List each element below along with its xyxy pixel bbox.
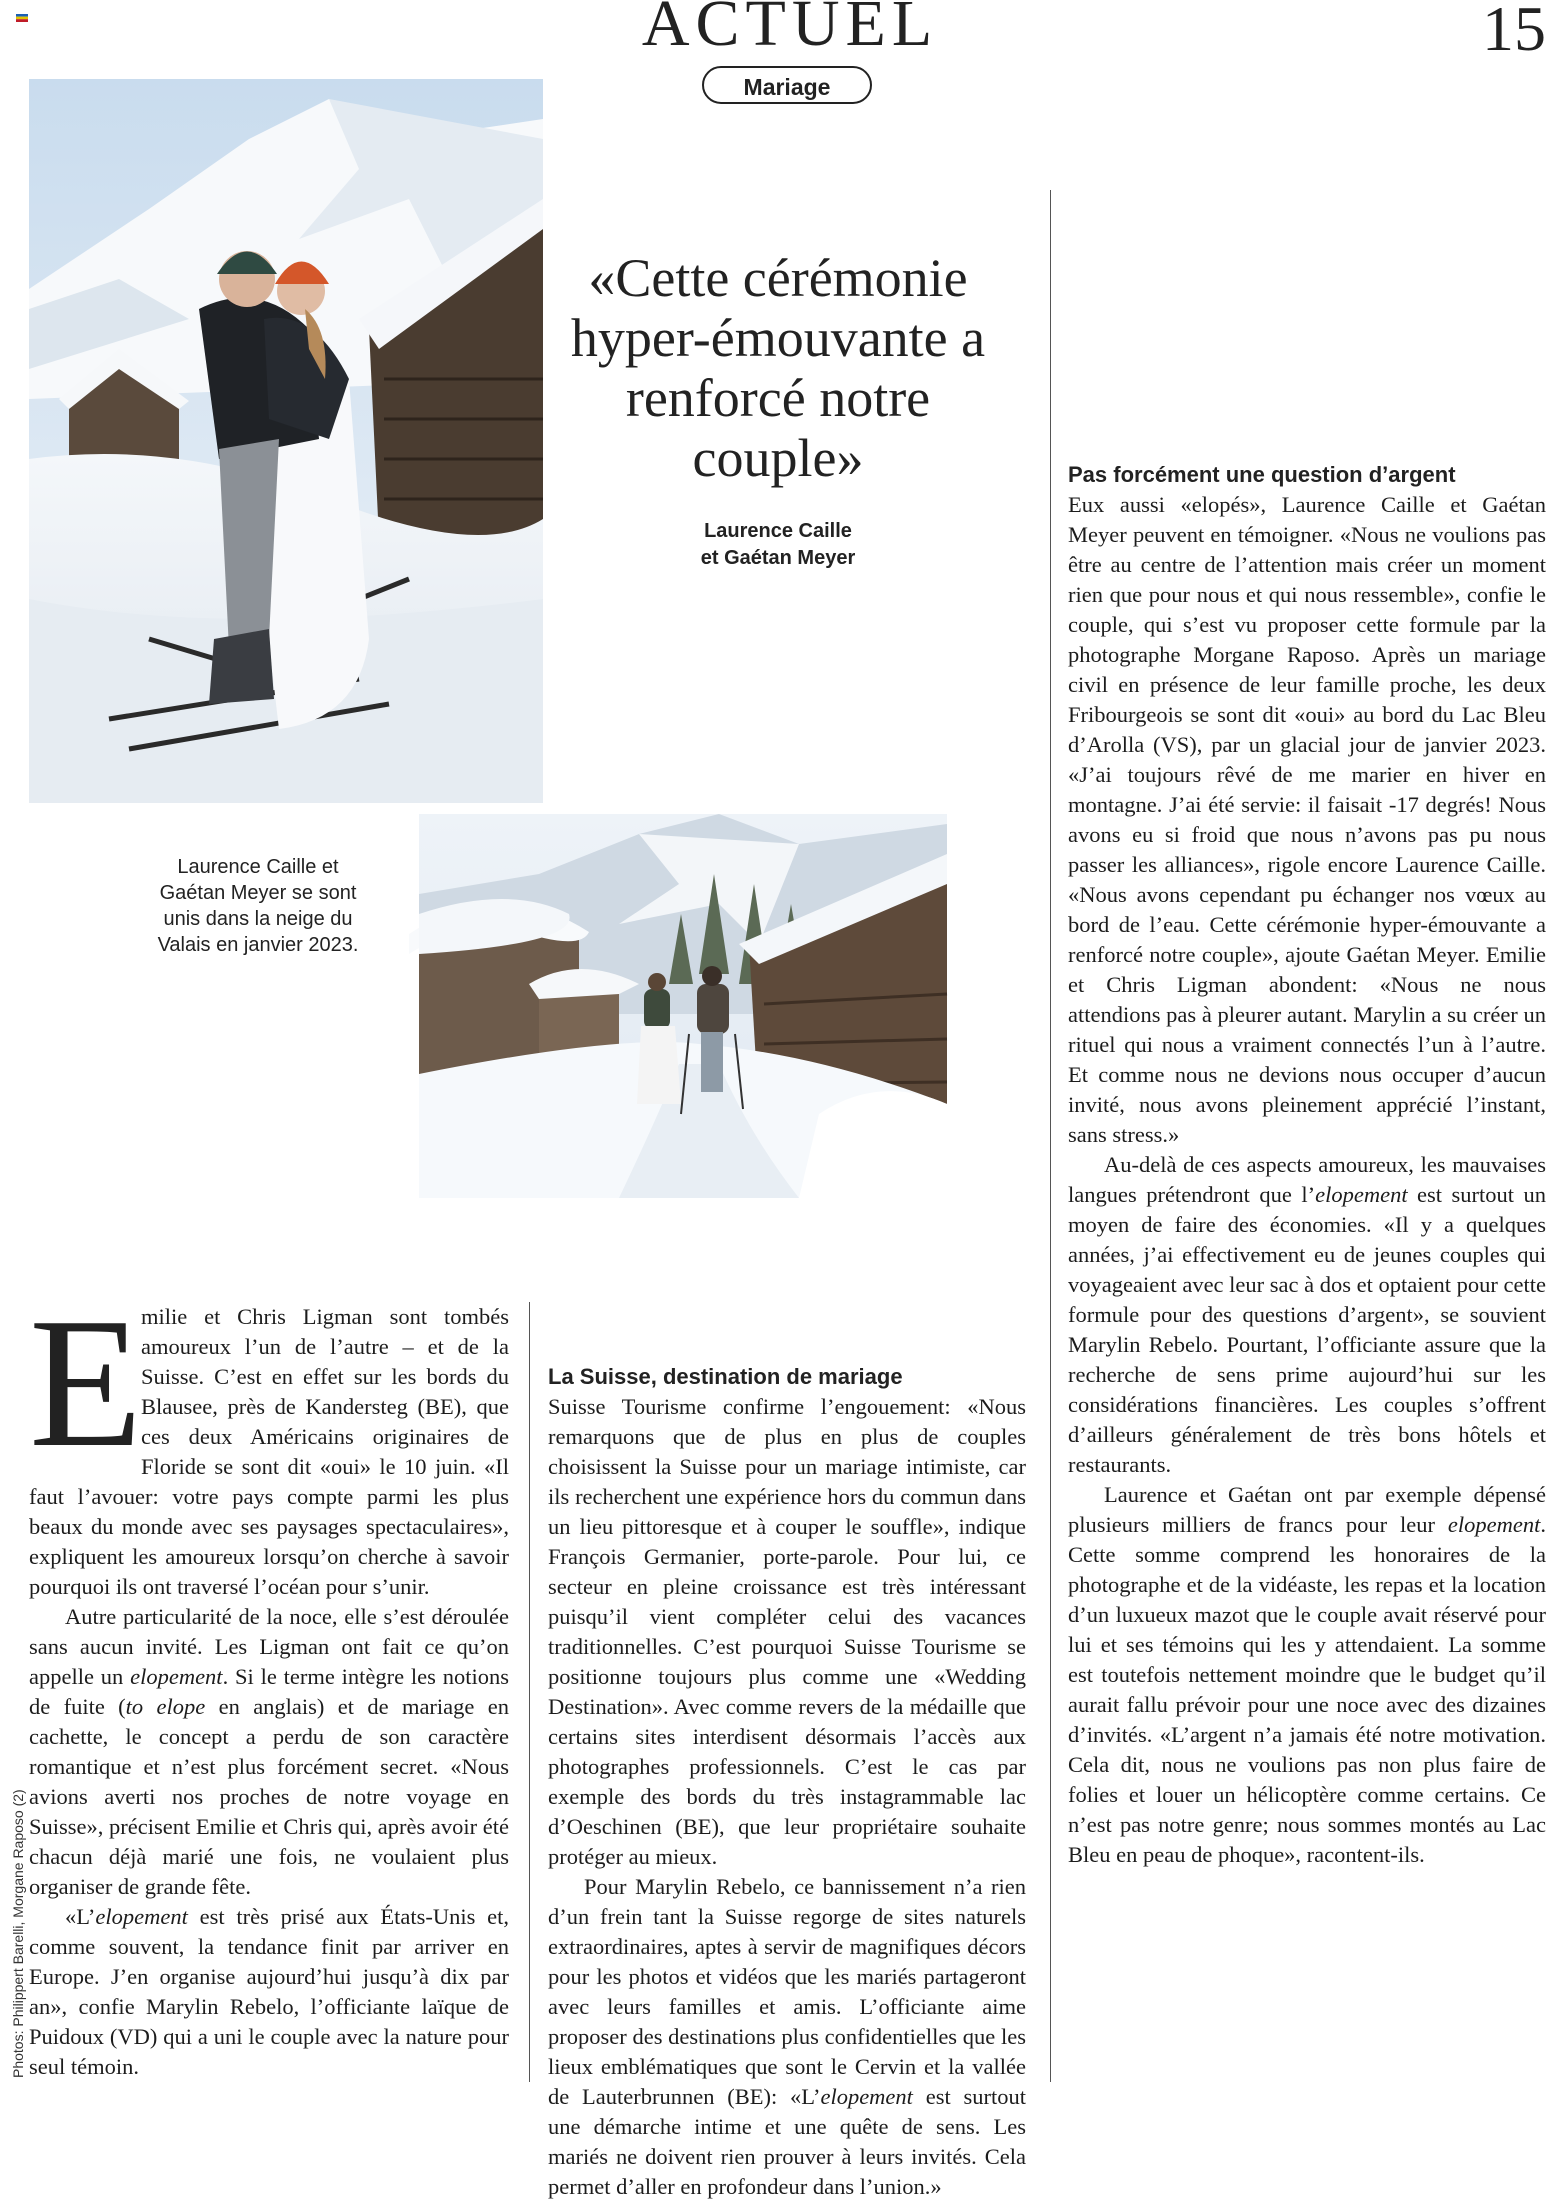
article-paragraph: Eux aussi «elopés», Laurence Caille et Gaétan Meyer peuvent en témoigner. «Nous ne voulions pas être au centre de l’attention mais créer un moment rien que pour nous et qui nous ressemble», confie le couple, qui s’est vu proposer cette formule par la photographe Morgane Raposo. Après un mariage civil en présence de leur famille proche, les deux Fribourgeois se sont dit «oui» au bord du Lac Bleu d’Arolla (VS), par un glacial jour de janvier 2023. «J’ai toujours rêvé de me marier en hiver en montagne. J’ai été servie: il faisait -17 degrés! Nous avons eu si froid que nous n’avons pas pu nous passer les alliances», rigole encore Laurence Caille. «Nous avons cependant pu échanger nos vœux au bord de l’eau. Cette cérémonie hyper-émouvante a renforcé notre couple», ajoute Gaétan Meyer. Emilie et Chris Ligman abondent: «Nous ne nous attendions pas à pleurer autant. Marylin a su créer un rituel qui nous a vraiment connectés l’un à l’autre. Et comme nous ne devions nous occuper d’aucun invité, nous avons pleinement apprécié l’instant, sans stress.»	[1068, 492, 1546, 1147]
article-column-2	[548, 1302, 1026, 2199]
subheading: La Suisse, destination de mariage	[548, 1364, 903, 1389]
rubric-badge: Mariage	[702, 66, 872, 104]
pull-quote-author-line-1: Laurence Caille	[704, 520, 852, 542]
subheading: Pas forcément une question d’argent	[1068, 462, 1456, 487]
article-paragraph: «L’elopement est très prisé aux États-Unis et, comme souvent, la tendance finit par arriver en Europe. J’en organise aujourd’hui jusqu’à dix par an», confie Marylin Rebelo, l’officiante laïque de Puidoux (VD) qui a uni le couple avec la nature pour seul témoin.	[29, 1904, 509, 2079]
snowshoe-walk-photo	[419, 814, 947, 1198]
article-paragraph: Laurence et Gaétan ont par exemple dépensé plusieurs milliers de francs pour leur elopement. Cette somme comprend les honoraires de la photographe et de la vidéaste, les repas et la location d’un luxueux mazot que le couple avait réservé pour lui et ses témoins qui les y attendaient. La somme est toutefois nettement moindre que le budget qu’il aurait fallu prévoir pour une noce avec des dizaines d’invités. «L’argent n’a jamais été notre motivation. Cela dit, nous ne voulions pas non plus faire de folies et louer un hélicoptère comme certains. Ce n’est pas notre genre; nous sommes montés au Lac Bleu en peau de phoque», racontent-ils.	[1068, 1482, 1546, 1867]
article-paragraph: Au-delà de ces aspects amoureux, les mauvaises langues prétendront que l’elopement est surtout un moyen de faire des économies. «Il y a quelques années, j’ai effectivement eu de jeunes couples qui voyageaient avec leur sac à dos et optaient pour cette formule pour des questions d’argent», se souvient Marylin Rebelo. Pourtant, l’officiante assure que la recherche de sens prime aujourd’hui sur les considérations financières. Les couples s’offrent d’ailleurs généralement de très bons hôtels et restaurants.	[1068, 1152, 1547, 1477]
article-paragraph: Suisse Tourisme confirme l’engouement: «Nous remarquons que de plus en plus de couples choisissent la Suisse pour un mariage intimiste, car ils recherchent une expérience hors du commun dans un lieu pittoresque et à couper le souffle», indique François Germanier, porte-parole. Pour lui, ce secteur en pleine croissance est très intéressant puisqu’il vient compléter celui des vacances traditionnelles. C’est pourquoi Suisse Tourisme se positionne toujours plus comme une «Wedding Destination». Avec comme revers de la médaille que certains sites interdisent désormais l’accès aux photographes professionnels. C’est le cas par exemple des bords du très instagrammable lac d’Oeschinen (BE), que leur propriétaire souhaite protéger au mieux.	[548, 1394, 1026, 1869]
page-number: 15	[1482, 0, 1546, 64]
column-rule	[529, 1302, 530, 2082]
couple-snow-photo	[29, 79, 543, 803]
pull-quote: «Cette cérémonie hyper-émouvante a renforcé notre couple»	[570, 248, 986, 488]
pull-quote-author	[648, 518, 908, 572]
article-paragraph: E milie et Chris Ligman sont tombés amoureux l’un de l’autre – et de la Suisse. C’est en effet sur les bords du Blausee, près de Kandersteg (BE), que ces deux Américains originaires de Floride se sont dit «oui» le 10 juin. «Il faut l’avouer: votre pays compte parmi les plus beaux du monde avec ses paysages spectaculaires», expliquent les amoureux lorsqu’on cherche à savoir pourquoi ils ont traversé l’océan pour s’unir.	[29, 1280, 509, 1599]
column-rule	[1050, 190, 1051, 2082]
article-column-1	[29, 1280, 509, 2082]
article-column-3	[1068, 190, 1546, 1870]
drop-cap: E	[29, 1280, 143, 1486]
article-paragraph: Autre particularité de la noce, elle s’est déroulée sans aucun invité. Les Ligman ont fait ce qu’on appelle un elopement. Si le terme intègre les notions de fuite (to elope en anglais) et de mariage en cachette, le concept a perdu de son caractère romantique et n’est plus forcément secret. «Nous avions averti nos proches de notre voyage en Suisse», précisent Emilie et Chris qui, après avoir été chacun déjà marié une fois, ne voulaient plus organiser de grande fête.	[29, 1604, 509, 1899]
article-paragraph: Pour Marylin Rebelo, ce bannissement n’a rien d’un frein tant la Suisse regorge de sites naturels extraordinaires, aptes à servir de magnifiques décors pour les photos et vidéos que les mariés partageront avec leurs familles et amis. L’officiante aime proposer des destinations plus confidentielles que les lieux emblématiques que sont le Cervin et la vallée de Lauterbrunnen (BE): «L’elopement est surtout une démarche intime et une quête de sens. Les mariés ne doivent rien prouver à leurs invités. Cela permet d’aller en profondeur dans l’union.»	[548, 1874, 1026, 2199]
corner-flag-mark	[16, 14, 28, 22]
section-title: ACTUEL	[641, 0, 939, 60]
photo-credit: Photos: Philippert Barelli, Morgane Raposo (2)	[10, 1789, 26, 2078]
photo-caption: Laurence Caille et Gaétan Meyer se sont unis dans la neige du Valais en janvier 2023.	[157, 856, 359, 956]
pull-quote-author-line-2: et Gaétan Meyer	[700, 547, 856, 569]
